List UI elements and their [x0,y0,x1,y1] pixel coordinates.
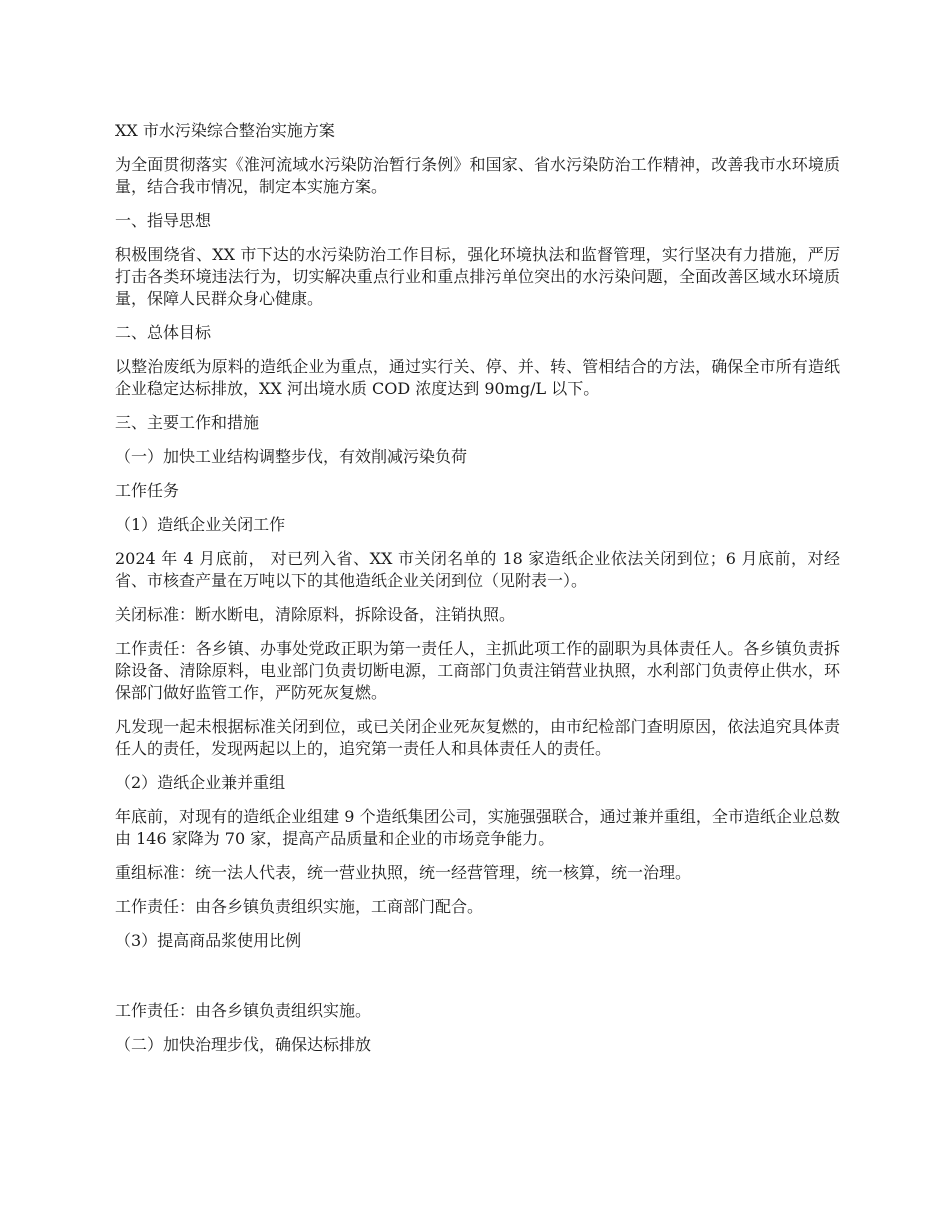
document-body [115,120,840,1068]
item-2-heading: （2）造纸企业兼并重组 [115,773,286,792]
item-3-responsibility: 工作责任：由各乡镇负责组织实施。 [115,1001,372,1020]
item-3-heading: （3）提高商品浆使用比例 [115,931,302,950]
section-3-heading: 三、主要工作和措施 [115,413,260,432]
section-2-paragraph: 以整治废纸为原料的造纸企业为重点，通过实行关、停、并、转、管相结合的方法，确保全市所有造纸企业稳定达标排放，XX 河出境水质 COD 浓度达到 90mg/L 以下。 [115,357,840,398]
item-2-responsibility: 工作责任：由各乡镇负责组织实施，工商部门配合。 [115,897,484,916]
tasks-label: 工作任务 [115,481,180,500]
item-2-standard: 重组标准：统一法人代表，统一营业执照，统一经营管理，统一核算，统一治理。 [115,863,692,882]
blank-space [115,964,840,1000]
item-1-accountability: 凡发现一起未根据标准关闭到位，或已关闭企业死灰复燃的，由市纪检部门查明原因，依法追究具体责任人的责任，发现两起以上的，追究第一责任人和具体责任人的责任。 [115,717,840,758]
section-1-paragraph: 积极围绕省、XX 市下达的水污染防治工作目标，强化环境执法和监督管理，实行坚决有力措施，严厉打击各类环境违法行为，切实解决重点行业和重点排污单位突出的水污染问题，全面改善区域水环境质量，保障人民群众身心健康。 [115,245,840,308]
item-1-heading: （1）造纸企业关闭工作 [115,515,286,534]
subsection-2-heading: （二）加快治理步伐，确保达标排放 [115,1035,372,1054]
intro-paragraph: 为全面贯彻落实《淮河流域水污染防治暂行条例》和国家、省水污染防治工作精神，改善我市水环境质量，结合我市情况，制定本实施方案。 [115,155,840,196]
item-1-standard: 关闭标准：断水断电，清除原料，拆除设备，注销执照。 [115,605,516,624]
item-2-paragraph: 年底前，对现有的造纸企业组建 9 个造纸集团公司，实施强强联合，通过兼并重组，全市造纸企业总数由 146 家降为 70 家，提高产品质量和企业的市场竞争能力。 [115,807,840,848]
item-1-paragraph: 2024 年 4 月底前， 对已列入省、XX 市关闭名单的 18 家造纸企业依法关闭到位；6 月底前，对经省、市核查产量在万吨以下的其他造纸企业关闭到位（见附表一）。 [115,549,840,590]
section-2-heading: 二、总体目标 [115,323,212,342]
subsection-1-heading: （一）加快工业结构调整步伐，有效削减污染负荷 [115,447,468,466]
section-1-heading: 一、指导思想 [115,211,212,230]
document-title: XX 市水污染综合整治实施方案 [115,121,335,140]
item-1-responsibility: 工作责任：各乡镇、办事处党政正职为第一责任人，主抓此项工作的副职为具体责任人。各乡镇负责拆除设备、清除原料，电业部门负责切断电源，工商部门负责注销营业执照，水利部门负责停止供水，环保部门做好监管工作，严防死灰复燃。 [115,639,840,702]
